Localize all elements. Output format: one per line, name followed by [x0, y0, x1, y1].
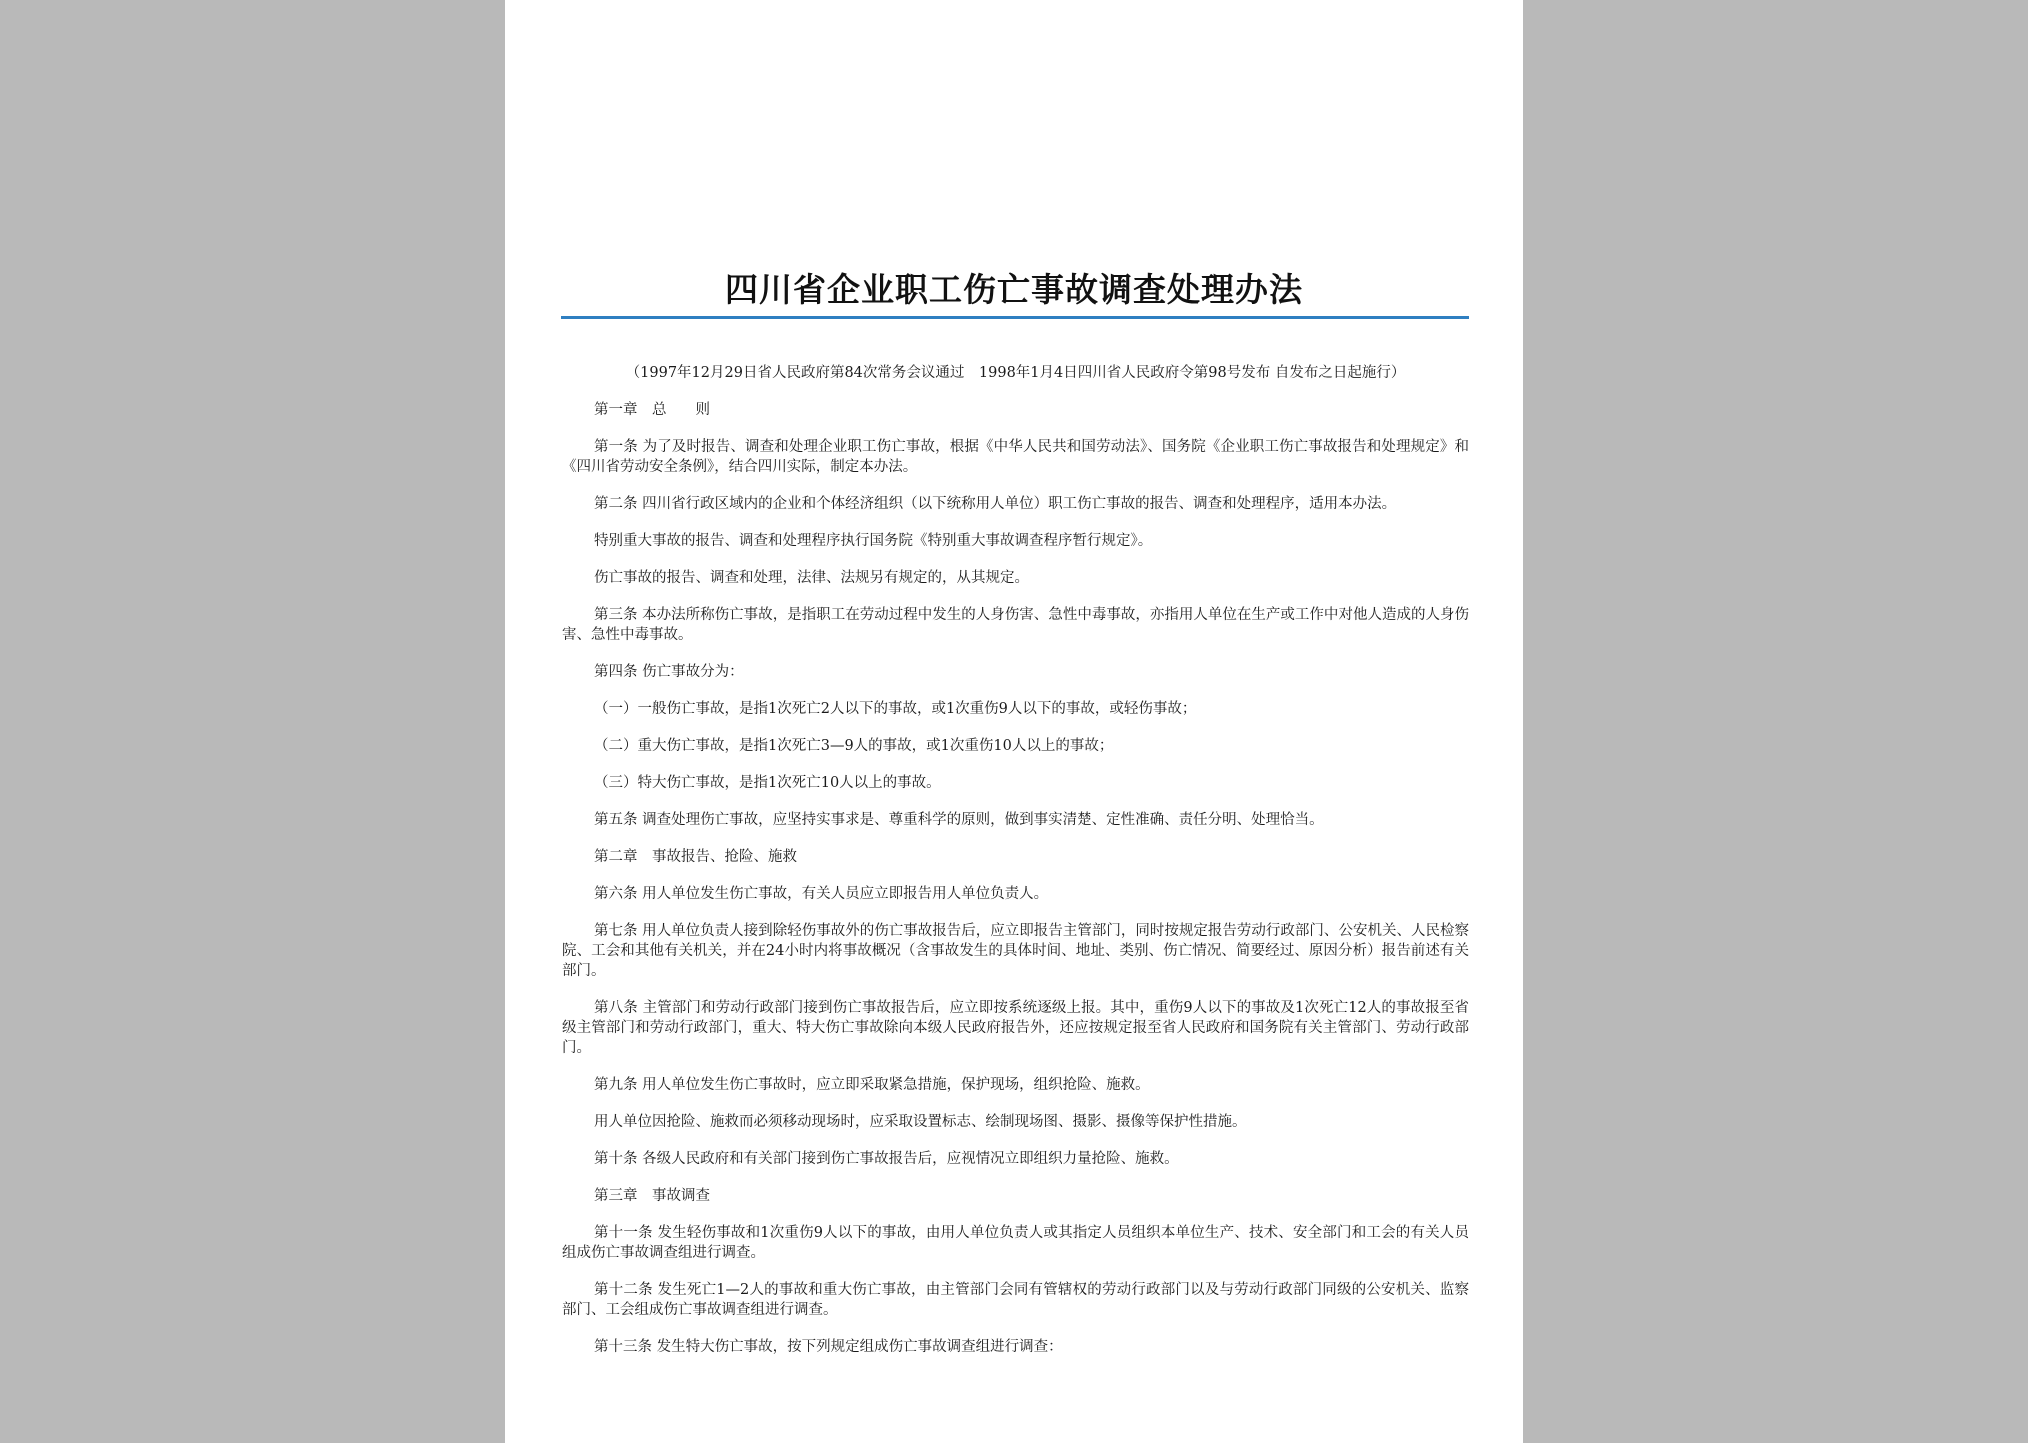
article-paragraph: 特别重大事故的报告、调查和处理程序执行国务院《特别重大事故调查程序暂行规定》。 [594, 533, 1153, 549]
title-underline [561, 316, 1469, 319]
article-paragraph: 第九条 用人单位发生伤亡事故时，应立即采取紧急措施，保护现场，组织抢险、施救。 [594, 1077, 1150, 1093]
article-paragraph: 第七条 用人单位负责人接到除轻伤事故外的伤亡事故报告后，应立即报告主管部门，同时按规定报告劳动行政部门、公安机关、人民检察院、工会和其他有关机关，并在24小时内将事故概况（含事故发生的具体时间、地址、类别、伤亡情况、简要经过、原因分析）报告前述有关部门。 [562, 923, 1469, 979]
article-paragraph: 第十一条 发生轻伤事故和1次重伤9人以下的事故，由用人单位负责人或其指定人员组织本单位生产、技术、安全部门和工会的有关人员组成伤亡事故调查组进行调查。 [562, 1225, 1469, 1261]
list-item: （二）重大伤亡事故，是指1次死亡3—9人的事故，或1次重伤10人以上的事故； [594, 738, 1114, 754]
list-item: （三）特大伤亡事故，是指1次死亡10人以上的事故。 [594, 775, 941, 791]
document-body [562, 363, 1469, 1374]
list-item: （一）一般伤亡事故，是指1次死亡2人以下的事故，或1次重伤9人以下的事故，或轻伤事故； [594, 701, 1197, 717]
adoption-note: （1997年12月29日省人民政府第84次常务会议通过 1998年1月4日四川省人民政府令第98号发布 自发布之日起施行） [625, 365, 1406, 381]
article-paragraph: 第四条 伤亡事故分为： [594, 664, 744, 680]
article-paragraph: 第三条 本办法所称伤亡事故，是指职工在劳动过程中发生的人身伤害、急性中毒事故，亦指用人单位在生产或工作中对他人造成的人身伤害、急性中毒事故。 [562, 607, 1469, 643]
article-paragraph: 第十条 各级人民政府和有关部门接到伤亡事故报告后，应视情况立即组织力量抢险、施救。 [594, 1151, 1179, 1167]
article-paragraph: 伤亡事故的报告、调查和处理，法律、法规另有规定的，从其规定。 [594, 570, 1029, 586]
article-paragraph: 第十二条 发生死亡1—2人的事故和重大伤亡事故，由主管部门会同有管辖权的劳动行政部门以及与劳动行政部门同级的公安机关、监察部门、工会组成伤亡事故调查组进行调查。 [562, 1282, 1469, 1318]
article-paragraph: 第一条 为了及时报告、调查和处理企业职工伤亡事故，根据《中华人民共和国劳动法》、国务院《企业职工伤亡事故报告和处理规定》和《四川省劳动安全条例》，结合四川实际，制定本办法。 [562, 439, 1469, 475]
article-paragraph: 第八条 主管部门和劳动行政部门接到伤亡事故报告后，应立即按系统逐级上报。其中，重伤9人以下的事故及1次死亡12人的事故报至省级主管部门和劳动行政部门，重大、特大伤亡事故除向本级人民政府报告外，还应按规定报至省人民政府和国务院有关主管部门、劳动行政部门。 [562, 1000, 1469, 1056]
article-paragraph: 第二条 四川省行政区域内的企业和个体经济组织（以下统称用人单位）职工伤亡事故的报告、调查和处理程序，适用本办法。 [594, 496, 1397, 512]
article-paragraph: 用人单位因抢险、施救而必须移动现场时，应采取设置标志、绘制现场图、摄影、摄像等保护性措施。 [594, 1114, 1247, 1130]
article-paragraph: 第六条 用人单位发生伤亡事故，有关人员应立即报告用人单位负责人。 [594, 886, 1049, 902]
article-paragraph: 第五条 调查处理伤亡事故，应坚持实事求是、尊重科学的原则，做到事实清楚、定性准确、责任分明、处理恰当。 [594, 812, 1324, 828]
article-paragraph: 第十三条 发生特大伤亡事故，按下列规定组成伤亡事故调查组进行调查： [594, 1339, 1063, 1355]
chapter-heading: 第一章 总 则 [594, 402, 710, 418]
chapter-heading: 第二章 事故报告、抢险、施救 [594, 849, 797, 865]
chapter-heading: 第三章 事故调查 [594, 1188, 710, 1204]
document-title: 四川省企业职工伤亡事故调查处理办法 [725, 270, 1303, 309]
document-page [505, 0, 1523, 1443]
